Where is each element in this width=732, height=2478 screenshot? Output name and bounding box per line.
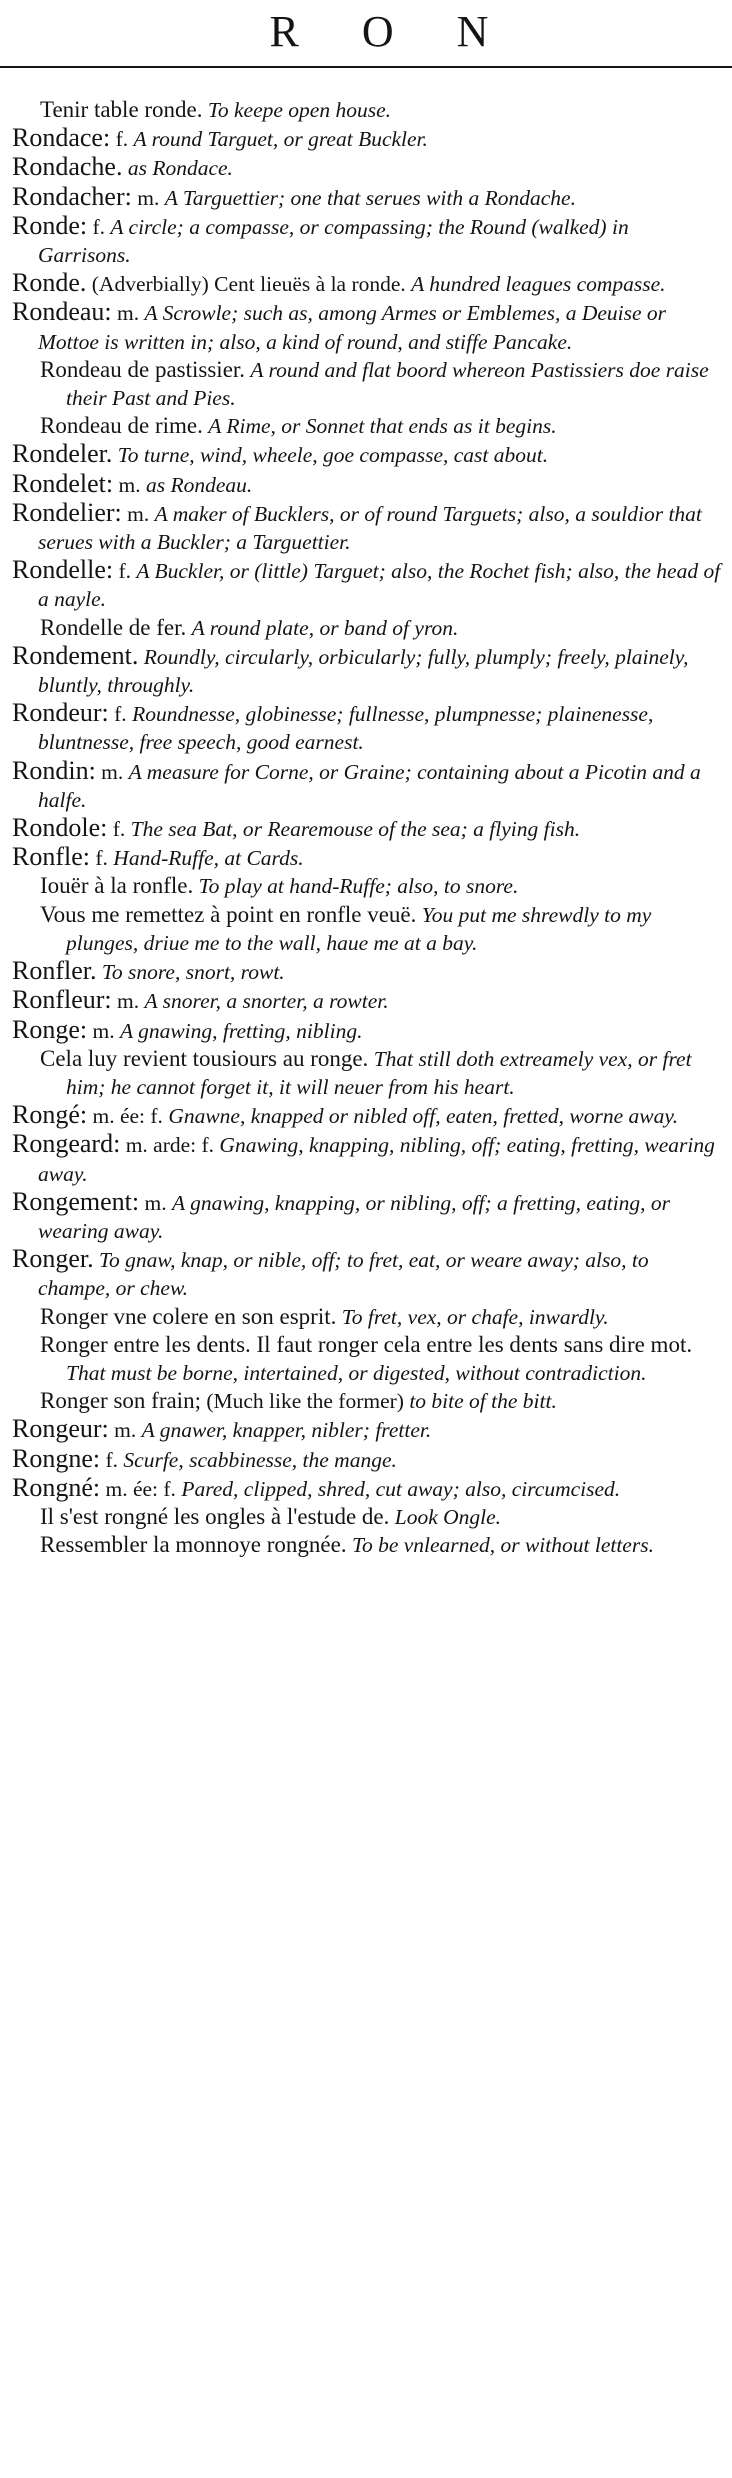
entry-headword: Rondeau de rime. xyxy=(40,413,203,439)
dictionary-entry xyxy=(12,699,724,756)
entry-definition: The sea Bat, or Rearemouse of the sea; a flying fish. xyxy=(130,817,581,842)
entry-grammar: m. xyxy=(114,1418,137,1443)
entry-headword: Ronge: xyxy=(12,1014,88,1044)
entry-headword: Ronfleur: xyxy=(12,985,112,1015)
entry-grammar: m. xyxy=(117,301,140,326)
entry-grammar: m. xyxy=(117,989,140,1014)
entry-grammar: m. ée: f. xyxy=(92,1104,163,1129)
entry-definition: A round plate, or band of yron. xyxy=(191,615,459,640)
dictionary-entry xyxy=(12,843,724,872)
dictionary-entry xyxy=(12,986,724,1015)
entry-definition: A Rime, or Sonnet that ends as it begins. xyxy=(208,414,557,439)
entry-definition: Look Ongle. xyxy=(394,1504,502,1529)
dictionary-entry xyxy=(12,1474,724,1503)
sub-entry xyxy=(12,1303,724,1331)
page-header: R O N xyxy=(269,7,515,56)
entry-headword: Ronger son frain; xyxy=(40,1388,201,1414)
entry-grammar: f. xyxy=(92,214,106,239)
sub-entry xyxy=(12,614,724,642)
entry-definition: A gnawing, fretting, nibling. xyxy=(119,1018,363,1043)
entry-headword: Iouër à la ronfle. xyxy=(40,873,194,899)
entry-definition: To turne, wind, wheele, goe compasse, cast about. xyxy=(117,443,549,468)
dictionary-entry xyxy=(12,298,724,355)
entry-grammar: m. xyxy=(118,472,141,497)
entry-headword: Il s'est rongné les ongles à l'estude de. xyxy=(40,1503,390,1529)
entry-headword: Rondole: xyxy=(12,813,108,843)
entry-headword: Rondelet: xyxy=(12,468,114,498)
entry-definition: A Scrowle; such as, among Armes or Emblemes, a Deuise or Mottoe is written in; also, a kind of round, and stiffe Pancake. xyxy=(38,301,667,354)
entry-definition: A measure for Corne, or Graine; containing about a Picotin and a halfe. xyxy=(38,759,701,812)
sub-entry xyxy=(12,901,724,957)
sub-entry xyxy=(12,96,724,124)
dictionary-entry xyxy=(12,814,724,843)
entry-grammar: f. xyxy=(118,559,132,584)
entry-definition: as Rondace. xyxy=(127,156,233,181)
dictionary-entry xyxy=(12,1101,724,1130)
entry-definition: Roundly, circularly, orbicularly; fully, plumply; freely, plainely, bluntly, throughly. xyxy=(38,644,689,698)
sub-entry xyxy=(12,1045,724,1101)
entry-headword: Ronger vne colere en son esprit. xyxy=(40,1303,337,1329)
entry-grammar: m. xyxy=(92,1018,115,1043)
dictionary-entry xyxy=(12,440,724,469)
entry-headword: Ronde. xyxy=(12,268,87,298)
entry-definition: Gnawing, knapping, nibling, off; eating, fretting, wearing away. xyxy=(38,1133,715,1186)
entry-grammar: (Adverbially) Cent lieuës à la ronde. xyxy=(91,272,406,297)
sub-entry xyxy=(12,356,724,412)
entry-headword: Rondacher: xyxy=(12,181,132,211)
entry-headword: Rondin: xyxy=(12,755,96,785)
sub-entry xyxy=(12,1503,724,1531)
entry-definition: A round and flat boord whereon Pastissiers doe raise their Past and Pies. xyxy=(66,357,709,411)
dictionary-entry xyxy=(12,153,724,182)
dictionary-entry xyxy=(12,1188,724,1245)
entry-list xyxy=(12,96,724,1559)
entry-definition: A Buckler, or (little) Targuet; also, the Rochet fish; also, the head of a nayle. xyxy=(38,559,721,612)
entry-headword: Vous me remettez à point en ronfle veuë. xyxy=(40,901,417,927)
entry-grammar: f. xyxy=(114,702,127,727)
entry-definition: A snorer, a snorter, a rowter. xyxy=(144,989,389,1014)
entry-definition: To fret, vex, or chafe, inwardly. xyxy=(341,1304,609,1329)
dictionary-entry xyxy=(12,1016,724,1045)
entry-headword: Rongne: xyxy=(12,1443,101,1473)
entry-headword: Rondeau de pastissier. xyxy=(40,356,246,382)
entry-definition: Roundnesse, globinesse; fullnesse, plumpnesse; plainenesse, bluntnesse, free speech, good earnest. xyxy=(38,702,654,755)
entry-headword: Tenir table ronde. xyxy=(40,97,203,122)
entry-grammar: f. xyxy=(105,1447,119,1472)
entry-definition: That still doth extreamely vex, or fret him; he cannot forget it, it will neuer from his heart. xyxy=(66,1046,692,1099)
entry-headword: Ronger. xyxy=(12,1244,94,1274)
entry-definition: A Targuettier; one that serues with a Rondache. xyxy=(164,185,576,210)
dictionary-entry xyxy=(12,124,724,153)
dictionary-entry xyxy=(12,183,724,212)
entry-headword: Ronfler. xyxy=(12,956,97,986)
entry-headword: Cela luy revient tousiours au ronge. xyxy=(40,1045,369,1071)
entry-grammar: m. xyxy=(137,185,160,210)
entry-definition: A circle; a compasse, or compassing; the Round (walked) in Garrisons. xyxy=(38,214,629,268)
entry-headword: Ronfle: xyxy=(12,842,90,872)
entry-headword: Rondace: xyxy=(12,123,111,153)
entry-grammar: f. xyxy=(112,817,126,842)
entry-headword: Rondache. xyxy=(12,152,123,182)
entry-definition: Hand-Ruffe, at Cards. xyxy=(113,846,304,871)
entry-grammar: m. xyxy=(101,759,124,784)
entry-definition: Pared, clipped, shred, cut away; also, circumcised. xyxy=(181,1476,621,1501)
dictionary-entry xyxy=(12,1245,724,1302)
entry-definition: That must be borne, intertained, or digested, without contradiction. xyxy=(66,1360,647,1385)
dictionary-entry xyxy=(12,470,724,499)
entry-definition: To be vnlearned, or without letters. xyxy=(351,1533,654,1558)
entry-headword: Rondelle de fer. xyxy=(40,614,187,640)
dictionary-entry xyxy=(12,1130,724,1187)
entry-grammar: f. xyxy=(115,127,129,152)
entry-definition: Gnawne, knapped or nibled off, eaten, fretted, worne away. xyxy=(168,1104,679,1129)
entry-grammar: f. xyxy=(95,846,108,871)
dictionary-entry xyxy=(12,757,724,814)
entry-grammar: m. xyxy=(144,1190,167,1215)
sub-entry xyxy=(12,412,724,440)
entry-headword: Rondement. xyxy=(12,640,139,670)
entry-definition: To gnaw, knap, or nible, off; to fret, eat, or weare away; also, to champe, or chew. xyxy=(38,1248,649,1301)
sub-entry xyxy=(12,1331,724,1387)
entry-definition: to bite of the bitt. xyxy=(409,1389,557,1414)
dictionary-entry xyxy=(12,212,724,269)
sub-entry xyxy=(12,1387,724,1415)
entry-definition: To keepe open house. xyxy=(207,98,392,122)
dictionary-entry xyxy=(12,1415,724,1444)
entry-headword: Rondeler. xyxy=(12,439,113,469)
entry-grammar: m. xyxy=(127,501,150,526)
entry-definition: You put me shrewdly to my plunges, driue me to the wall, haue me at a bay. xyxy=(66,902,652,955)
entry-definition: To play at hand-Ruffe; also, to snore. xyxy=(198,874,519,899)
entry-definition: A gnawer, knapper, nibler; fretter. xyxy=(141,1418,432,1443)
entry-headword: Rondelier: xyxy=(12,497,122,527)
dictionary-entry xyxy=(12,269,724,298)
entry-headword: Rondeau: xyxy=(12,297,112,327)
entry-definition: A hundred leagues compasse. xyxy=(411,272,666,297)
entry-headword: Rongeard: xyxy=(12,1129,121,1159)
dictionary-entry xyxy=(12,1445,724,1474)
entry-definition: Scurfe, scabbinesse, the mange. xyxy=(123,1447,397,1472)
entry-headword: Ressembler la monnoye rongnée. xyxy=(40,1532,347,1558)
entry-headword: Rondelle: xyxy=(12,555,114,585)
entry-headword: Ronde: xyxy=(12,210,88,240)
entry-headword: Ronger entre les dents. Il faut ronger cela entre les dents sans dire mot. xyxy=(40,1331,693,1357)
dictionary-entry xyxy=(12,957,724,986)
dictionary-entry xyxy=(12,556,724,613)
entry-grammar: m. arde: f. xyxy=(125,1133,215,1158)
header-rule xyxy=(0,66,732,68)
dictionary-entry xyxy=(12,642,724,699)
entry-grammar: m. ée: f. xyxy=(105,1476,176,1501)
entry-definition: A round Targuet, or great Buckler. xyxy=(133,127,428,152)
entry-grammar: (Much like the former) xyxy=(206,1389,404,1414)
entry-definition: as Rondeau. xyxy=(145,472,253,497)
sub-entry xyxy=(12,872,724,900)
sub-entry xyxy=(12,1531,724,1559)
dictionary-entry xyxy=(12,499,724,556)
entry-definition: A maker of Bucklers, or of round Targuets; also, a souldior that serues with a Buckler; a Targuettier. xyxy=(38,501,702,555)
entry-headword: Rongné: xyxy=(12,1472,101,1502)
entry-definition: A gnawing, knapping, or nibling, off; a fretting, eating, or wearing away. xyxy=(38,1190,671,1243)
entry-headword: Rondeur: xyxy=(12,698,109,728)
entry-headword: Rongeur: xyxy=(12,1414,109,1444)
entry-headword: Rongé: xyxy=(12,1100,88,1130)
entry-headword: Rongement: xyxy=(12,1186,140,1216)
entry-definition: To snore, snort, rowt. xyxy=(101,960,285,985)
